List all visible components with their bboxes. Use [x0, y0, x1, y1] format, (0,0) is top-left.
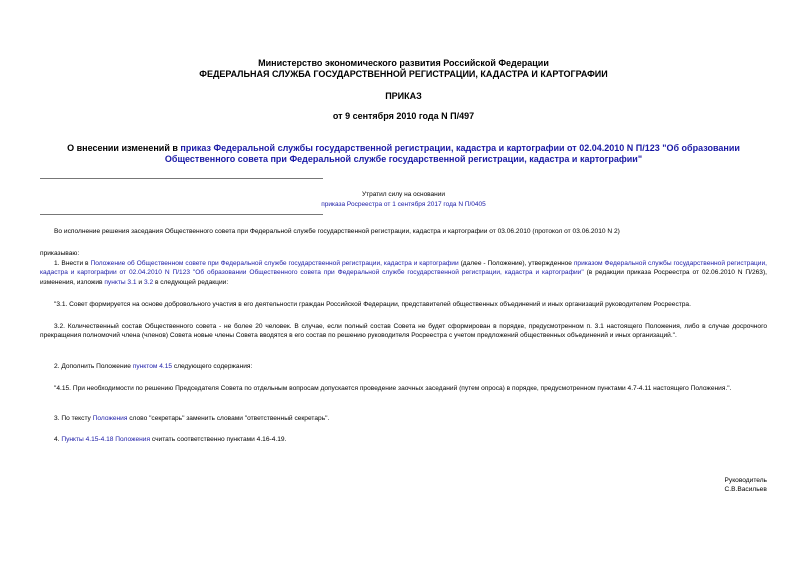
document-date-number: от 9 сентября 2010 года N П/497	[332, 111, 475, 121]
item-2-text: 2. Дополнить Положение	[54, 363, 133, 370]
item-3	[40, 414, 767, 423]
regulation-link-3[interactable]: Положения	[115, 436, 151, 443]
clause-4-15-link[interactable]: пунктом 4.15	[132, 363, 173, 370]
item-4-text: 4.	[54, 436, 62, 443]
document-title	[40, 143, 767, 154]
status-note-link-line	[40, 200, 767, 209]
item-2-text-b: следующего содержания:	[172, 363, 253, 370]
service-heading: ФЕДЕРАЛЬНАЯ СЛУЖБА ГОСУДАРСТВЕННОЙ РЕГИСТРАЦИИ, КАДАСТРА И КАРТОГРАФИИ	[199, 69, 608, 79]
title-link-order[interactable]: приказ Федеральной службы государственной регистрации, кадастра и картографии от 02.04.2010 N П/123 "Об образовании	[180, 143, 740, 153]
order-word: приказываю:	[40, 250, 80, 257]
item-1-text-d: и	[136, 278, 144, 286]
regulation-link-2[interactable]: Положения	[92, 415, 128, 422]
item-1-text: 1. Внести в	[54, 260, 91, 267]
order-p123-link[interactable]: приказом Федеральной службы государственной регистрации, кадастра и картографии от 02.04.2010 N П/123 "Об образовании Общественного совета при Федеральной службе государственной регистрации, кадастра и картографии"	[40, 260, 767, 277]
title-prefix: О внесении изменений в	[67, 143, 181, 153]
document-type: ПРИКАЗ	[385, 91, 422, 101]
clause-3-2-link[interactable]: 3.2	[143, 278, 154, 286]
clause-3-2: 3.2. Количественный состав Общественного совета - не более 20 человек. В случае, если полный состав Совета не будет сформирован в порядке, предусмотренном п. 3.1 настоящего Положения, либо в случае досрочного прекращения полномочий члена (членов) Совета новые члены Совета вводятся в его состав по решению руководителя Росреестра с учетом предложений общественных объединений и иных организаций.".	[40, 323, 767, 340]
separator-bottom	[40, 214, 323, 215]
separator-top	[40, 178, 323, 179]
clause-4-15: "4.15. При необходимости по решению Председателя Совета по отдельным вопросам допускается проведение заочных заседаний (путем опроса) в порядке, предусмотренном пунктами 4.7-4.11 настоящего Положения.".	[54, 385, 732, 392]
clause-3-1-link[interactable]: пункты 3.1	[104, 278, 137, 286]
item-3-text-b: слово "секретарь" заменить словами "ответственный секретарь".	[127, 415, 330, 422]
regulation-link[interactable]: Положение об Общественном совете при Федеральной службе государственной регистрации, кадастра и картографии	[90, 260, 459, 267]
item-1-text-c: (в редакции приказа Росреестра от 02.06.2010 N П/263), изменения, изложив	[40, 269, 768, 286]
ministry-heading: Министерство экономического развития Российской Федерации	[258, 58, 549, 68]
signatory-position: Руководитель	[724, 477, 767, 484]
item-1-text-b: (далее - Положение), утвержденное	[458, 260, 574, 267]
status-note: Утратил силу на основании	[361, 191, 446, 198]
repeal-order-link[interactable]: приказа Росреестра от 1 сентября 2017 года N П/0405	[321, 201, 486, 208]
item-1	[40, 259, 767, 287]
item-3-text: 3. По тексту	[54, 415, 93, 422]
title-link-order-cont[interactable]: Общественного совета при Федеральной службе государственной регистрации, кадастра и картографии"	[164, 154, 643, 164]
intro-paragraph: Во исполнение решения заседания Общественного совета при Федеральной службе государственной регистрации, кадастра и картографии от 03.06.2010 (протокол от 03.06.2010 N 2)	[54, 228, 620, 235]
document-title-line2	[40, 154, 767, 165]
item-4	[40, 435, 767, 444]
item-2	[40, 362, 767, 371]
signatory-name: С.В.Васильев	[724, 486, 767, 494]
clause-3-1: "3.1. Совет формируется на основе добровольного участия в его деятельности граждан Российской Федерации, представителей общественных объединений и иных организаций руководителем Росреестра.	[54, 301, 691, 308]
item-4-text-b: считать соответственно пунктами 4.16-4.19.	[150, 436, 287, 443]
signature-block	[725, 476, 767, 495]
item-1-text-e: в следующей редакции:	[153, 278, 229, 286]
clauses-4-15-4-18-link[interactable]: Пункты 4.15-4.18	[61, 436, 114, 443]
